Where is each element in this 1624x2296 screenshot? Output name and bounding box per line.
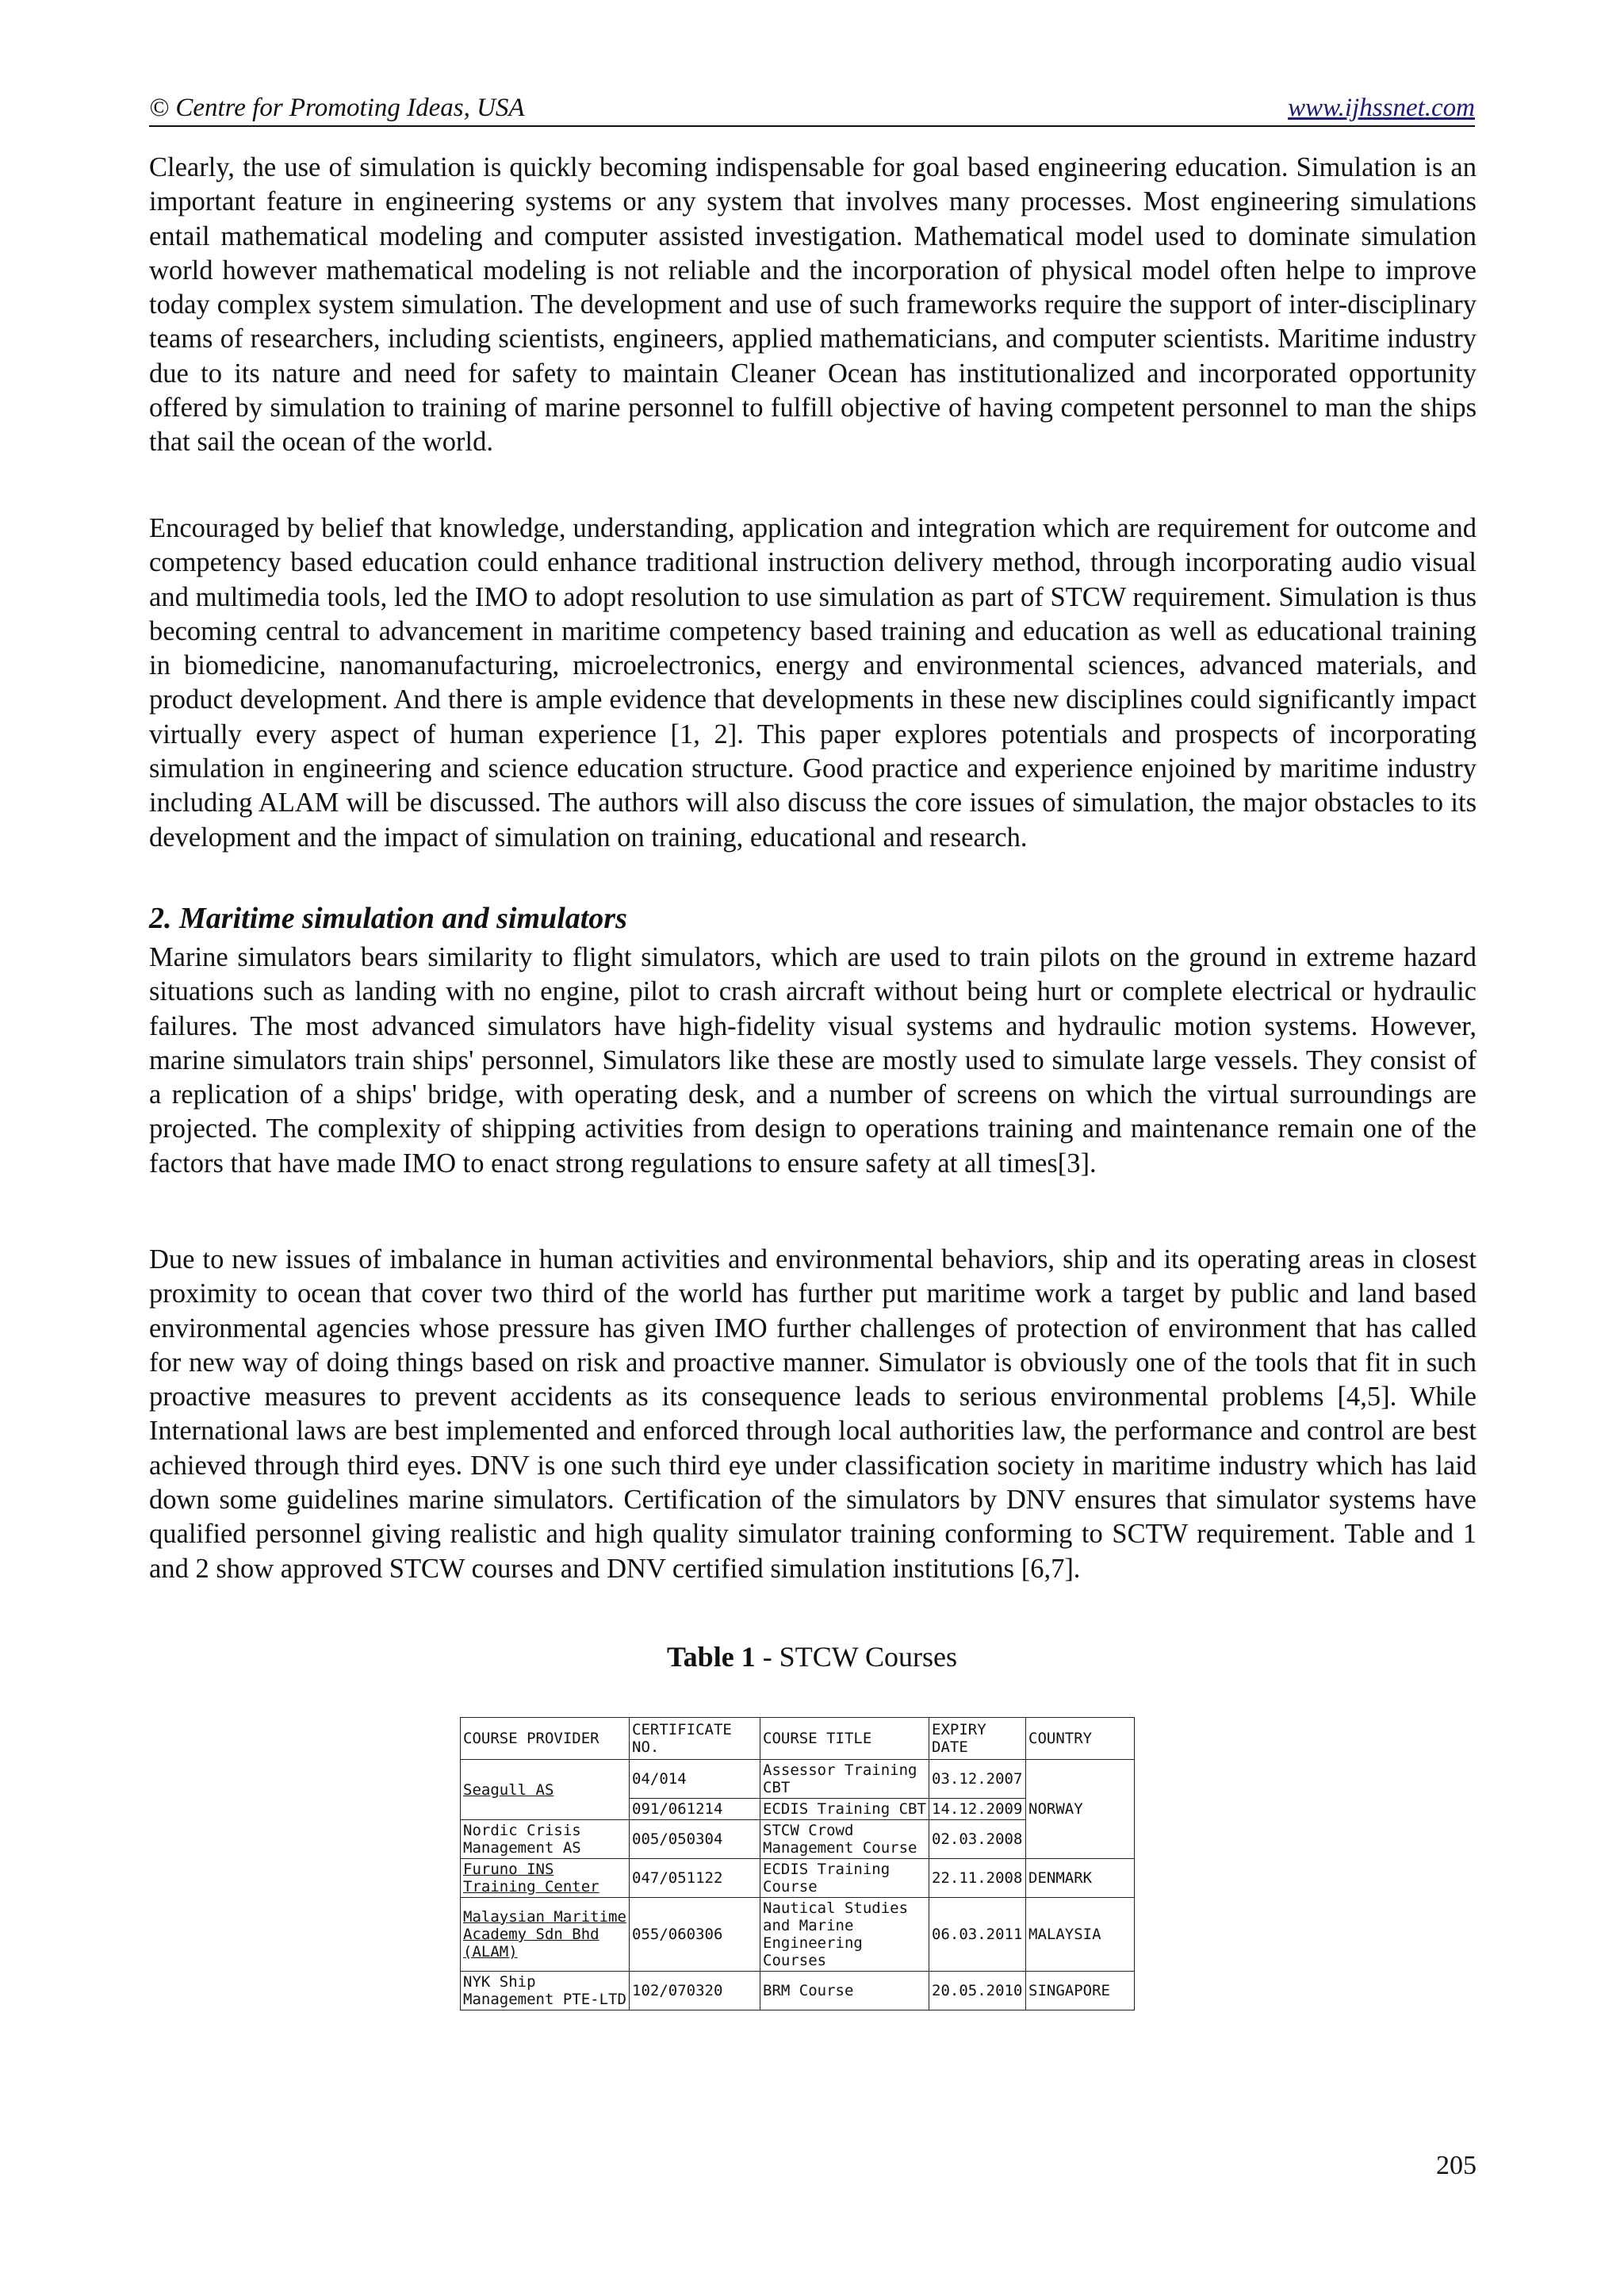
country-cell: DENMARK <box>1026 1859 1135 1898</box>
course-provider-cell: Furuno INS Training Center <box>461 1859 630 1898</box>
country-cell: NORWAY <box>1026 1760 1135 1859</box>
table-caption-label: Table 1 <box>666 1641 756 1673</box>
expiry-date-cell: 14.12.2009 <box>929 1799 1026 1820</box>
table-header-row <box>461 1718 1135 1760</box>
page-number: 205 <box>1436 2151 1477 2180</box>
section-heading: 2. Maritime simulation and simulators <box>149 902 627 935</box>
country-cell: SINGAPORE <box>1026 1972 1135 2010</box>
expiry-date-cell: 22.11.2008 <box>929 1859 1026 1898</box>
expiry-date-cell: 06.03.2011 <box>929 1898 1026 1972</box>
header-website-link[interactable]: www.ijhssnet.com <box>1288 94 1475 122</box>
country-cell: MALAYSIA <box>1026 1898 1135 1972</box>
course-provider-cell: Nordic Crisis Management AS <box>461 1820 630 1859</box>
course-provider-cell: Malaysian Maritime Academy Sdn Bhd (ALAM) <box>461 1898 630 1972</box>
certificate-cell: 047/051122 <box>630 1859 760 1898</box>
expiry-date-cell: 20.05.2010 <box>929 1972 1026 2010</box>
running-header <box>149 94 1475 127</box>
table-row <box>461 1859 1135 1898</box>
column-header: CERTIFICATE NO. <box>630 1718 760 1760</box>
table-caption <box>0 1640 1624 1673</box>
body-paragraph: Due to new issues of imbalance in human activities and environmental behaviors, ship and its operating areas in closest proximity to ocean that cover two third of the world has further put maritime work a target by public and land based environmental agencies whose pressure has given IMO further challenges of protection of environment that has called for new way of doing things based on risk and proactive manner. Simulator is obviously one of the tools that fit in such proactive measures to prevent accidents as its consequence leads to serious environmental problems [4,5]. While International laws are best implemented and enforced through local authorities law, the performance and control are best achieved through third eyes. DNV is one such third eye under classification society in maritime industry which has laid down some guidelines marine simulators. Certification of the simulators by DNV ensures that simulator systems have qualified personnel giving realistic and high quality simulator training conforming to SCTW requirement. Table and 1 and 2 show approved STCW courses and DNV certified simulation institutions [6,7]. <box>149 1244 1477 1584</box>
certificate-cell: 102/070320 <box>630 1972 760 2010</box>
table-row <box>461 1898 1135 1972</box>
body-paragraph: Encouraged by belief that knowledge, understanding, application and integration which are requirement for outcome and competency based education could enhance traditional instruction delivery method, through incorporating audio visual and multimedia tools, led the IMO to adopt resolution to use simulation as part of STCW requirement. Simulation is thus becoming central to advancement in maritime competency based training and education as well as educational training in biomedicine, nanomanufacturing, microelectronics, energy and environmental sciences, advanced materials, and product development. And there is ample evidence that developments in these new disciplines could significantly impact virtually every aspect of human experience [1, 2]. This paper explores potentials and prospects of incorporating simulation in engineering and science education structure. Good practice and experience enjoined by maritime industry including ALAM will be discussed. The authors will also discuss the core issues of simulation, the major obstacles to its development and the impact of simulation on training, educational and research. <box>149 513 1477 853</box>
course-provider-cell: Seagull AS <box>461 1760 630 1820</box>
course-title-cell: Nautical Studies and Marine Engineering Courses <box>760 1898 929 1972</box>
column-header: COURSE PROVIDER <box>461 1718 630 1760</box>
stcw-courses-table <box>460 1717 1135 2010</box>
course-title-cell: Assessor Training CBT <box>760 1760 929 1799</box>
table-caption-text: - STCW Courses <box>755 1641 958 1673</box>
course-provider-cell: NYK Ship Management PTE-LTD <box>461 1972 630 2010</box>
body-paragraph: Clearly, the use of simulation is quickly becoming indispensable for goal based engineering education. Simulation is an important feature in engineering systems or any system that involves many processes. Most engineering simulations entail mathematical modeling and computer assisted investigation. Mathematical model used to dominate simulation world however mathematical modeling is not reliable and the incorporation of physical model often helpe to improve today complex system simulation. The development and use of such frameworks require the support of inter-disciplinary teams of researchers, including scientists, engineers, applied mathematicians, and computer scientists. Maritime industry due to its nature and need for safety to maintain Cleaner Ocean has institutionalized and incorporated opportunity offered by simulation to training of marine personnel to fulfill objective of having competent personnel to man the ships that sail the ocean of the world. <box>149 152 1477 458</box>
certificate-cell: 091/061214 <box>630 1799 760 1820</box>
body-paragraph: Marine simulators bears similarity to flight simulators, which are used to train pilots on the ground in extreme hazard situations such as landing with no engine, pilot to crash aircraft without being hurt or complete electrical or hydraulic failures. The most advanced simulators have high-fidelity visual systems and hydraulic motion systems. However, marine simulators train ships' personnel, Simulators like these are mostly used to simulate large vessels. They consist of a replication of a ships' bridge, with operating desk, and a number of screens on which the virtual surroundings are projected. The complexity of shipping activities from design to operations training and maintenance remain one of the factors that have made IMO to enact strong regulations to ensure safety at all times[3]. <box>149 942 1477 1179</box>
expiry-date-cell: 02.03.2008 <box>929 1820 1026 1859</box>
column-header: COURSE TITLE <box>760 1718 929 1760</box>
certificate-cell: 055/060306 <box>630 1898 760 1972</box>
column-header: COUNTRY <box>1026 1718 1135 1760</box>
table-row <box>461 1760 1135 1799</box>
course-title-cell: STCW Crowd Management Course <box>760 1820 929 1859</box>
certificate-cell: 04/014 <box>630 1760 760 1799</box>
certificate-cell: 005/050304 <box>630 1820 760 1859</box>
course-title-cell: ECDIS Training Course <box>760 1859 929 1898</box>
expiry-date-cell: 03.12.2007 <box>929 1760 1026 1799</box>
course-title-cell: ECDIS Training CBT <box>760 1799 929 1820</box>
column-header: EXPIRY DATE <box>929 1718 1026 1760</box>
table-row <box>461 1972 1135 2010</box>
header-publisher: © Centre for Promoting Ideas, USA <box>149 94 525 122</box>
course-title-cell: BRM Course <box>760 1972 929 2010</box>
